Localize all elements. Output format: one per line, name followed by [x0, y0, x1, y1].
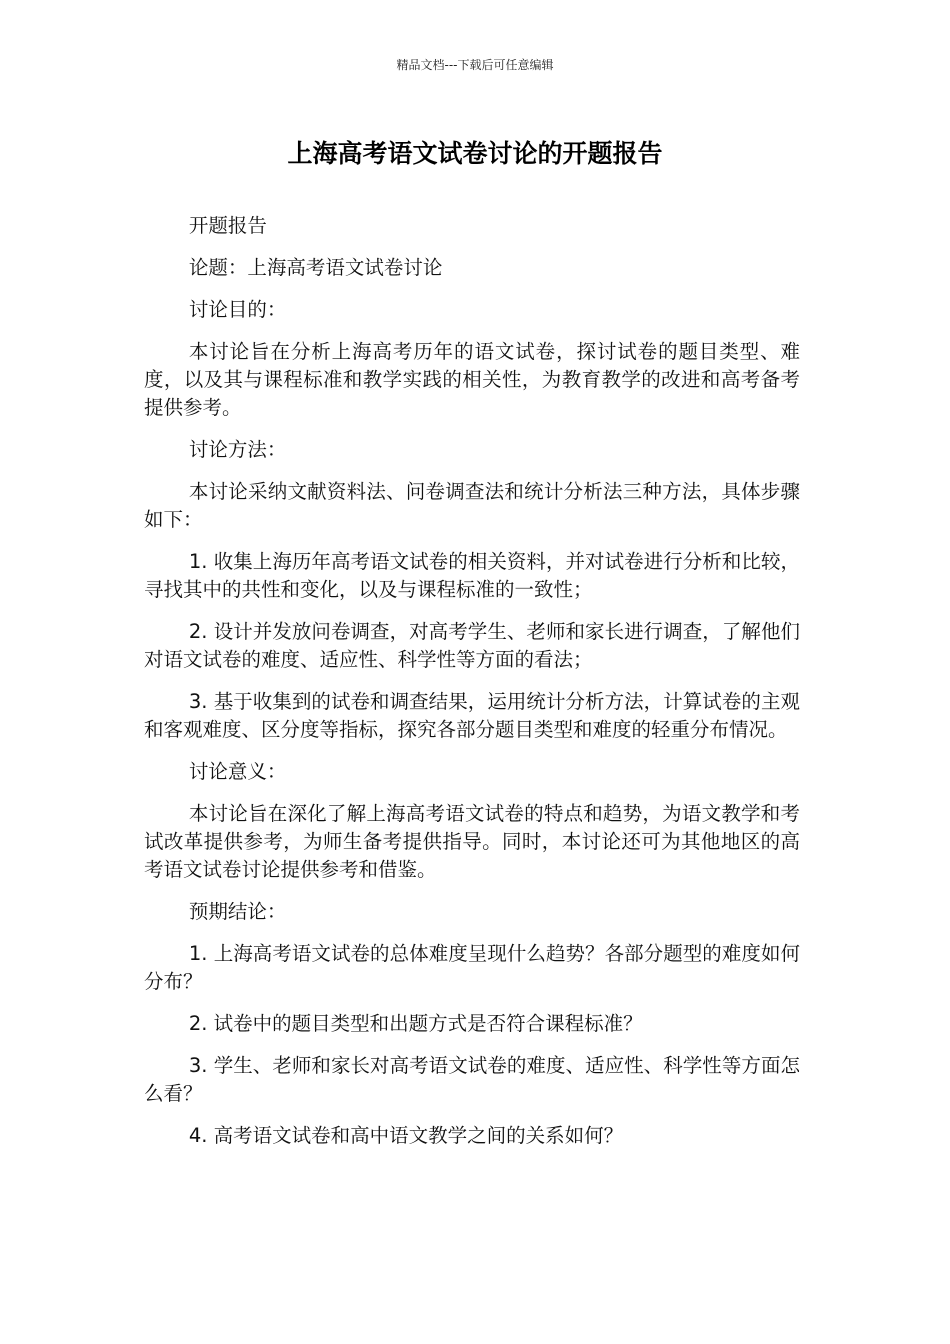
- paragraph-conclusion-1: 1. 上海高考语文试卷的总体难度呈现什么趋势？各部分题型的难度如何分布？: [144, 942, 800, 993]
- paragraph-significance-heading: 讨论意义：: [188, 760, 287, 783]
- paragraph-method-heading: 讨论方法：: [188, 438, 287, 461]
- paragraph-conclusion-3: 3. 学生、老师和家长对高考语文试卷的难度、适应性、科学性等方面怎么看？: [144, 1054, 800, 1105]
- paragraph-method-step-1: 1. 收集上海历年高考语文试卷的相关资料，并对试卷进行分析和比较，寻找其中的共性和变化，以及与课程标准的一致性；: [144, 550, 800, 601]
- paragraph-conclusion-2: 2. 试卷中的题目类型和出题方式是否符合课程标准？: [188, 1012, 643, 1035]
- paragraph-topic: 论题：上海高考语文试卷讨论: [188, 256, 443, 279]
- paragraph-conclusion-heading: 预期结论：: [188, 900, 287, 923]
- paragraph-purpose-heading: 讨论目的：: [188, 298, 287, 321]
- paragraph-conclusion-4: 4. 高考语文试卷和高中语文教学之间的关系如何？: [188, 1124, 624, 1147]
- paragraph-method-step-3: 3. 基于收集到的试卷和调查结果，运用统计分析方法，计算试卷的主观和客观难度、区分度等指标，探究各部分题目类型和难度的轻重分布情况。: [144, 690, 800, 741]
- paragraph-method-intro: 本讨论采纳文献资料法、问卷调查法和统计分析法三种方法，具体步骤如下：: [144, 480, 800, 531]
- paragraph-report-label: 开题报告: [188, 214, 267, 237]
- paragraph-purpose-body: 本讨论旨在分析上海高考历年的语文试卷，探讨试卷的题目类型、难度，以及其与课程标准和教学实践的相关性，为教育教学的改进和高考备考提供参考。: [144, 340, 800, 419]
- document-title: 上海高考语文试卷讨论的开题报告: [287, 139, 663, 168]
- paragraph-method-step-2: 2. 设计并发放问卷调查，对高考学生、老师和家长进行调查，了解他们对语文试卷的难度、适应性、科学性等方面的看法；: [144, 620, 800, 671]
- document-body: [144, 212, 800, 1164]
- header-note: 精品文档---下载后可任意编辑: [396, 58, 554, 72]
- paragraph-significance-body: 本讨论旨在深化了解上海高考语文试卷的特点和趋势，为语文教学和考试改革提供参考，为师生备考提供指导。同时，本讨论还可为其他地区的高考语文试卷讨论提供参考和借鉴。: [144, 802, 800, 881]
